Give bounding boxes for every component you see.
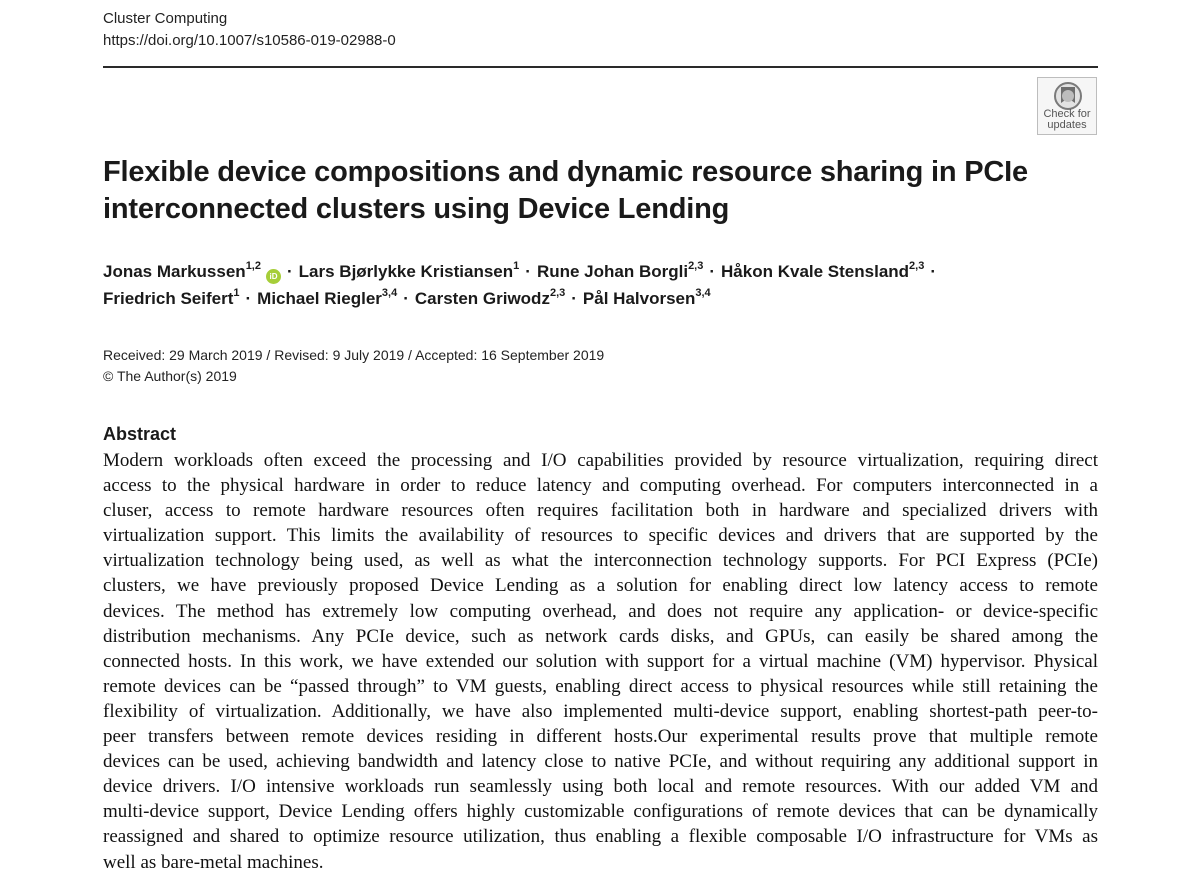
author-separator: ·	[245, 289, 252, 308]
author-separator: ·	[709, 262, 716, 281]
author-affiliation: 3,4	[381, 287, 398, 300]
abstract-line: access to the physical hardware in order to reduce latency and computing overhead. For computers interconnected in a	[103, 475, 1098, 497]
author-name[interactable]: Jonas Markussen	[103, 262, 246, 281]
author-affiliation: 3,4	[695, 287, 711, 300]
author-affiliation: 1,2	[245, 260, 261, 273]
abstract-line: peer transfers between remote devices residing in different hosts.Our experimental results prove that multiple remote	[103, 726, 1098, 748]
abstract-line: remote devices can be “passed through” to VM guests, enabling direct access to physical resources while still retaining the	[103, 675, 1098, 697]
check-for-updates-label	[1038, 109, 1096, 131]
publication-dates	[103, 345, 604, 387]
doi-link[interactable]: https://doi.org/10.1007/s10586-019-02988-0	[103, 32, 396, 49]
author-separator: ·	[525, 262, 531, 281]
author-separator: ·	[930, 262, 937, 281]
author-separator: ·	[571, 289, 577, 308]
paper-title	[103, 154, 1093, 228]
author-name[interactable]: Håkon Kvale Stensland	[721, 262, 910, 281]
orcid-icon[interactable]: iD	[266, 269, 281, 284]
abstract-line: devices can be used, achieving bandwidth and latency close to native PCIe, and without requiring any additional support in	[103, 751, 1098, 773]
abstract-line: device drivers. I/O intensive workloads run seamlessly using both local and remote resources. With our added VM and	[103, 776, 1098, 798]
author-name[interactable]: Carsten Griwodz	[414, 289, 550, 308]
abstract-line: clusters, we have previously proposed Device Lending as a solution for enabling direct low latency access to remote	[103, 575, 1098, 597]
abstract-line: flexibility of virtualization. Additionally, we have also implemented multi-device support, enabling shortest-path peer-to-	[103, 700, 1098, 722]
check-for-label: Check for	[1043, 108, 1091, 120]
abstract-line: cluser, access to remote hardware resources often requires facilitation both in hardware and specialized drivers with	[103, 500, 1098, 522]
received-revised-accepted: Received: 29 March 2019 / Revised: 9 July 2019 / Accepted: 16 September 2019	[103, 347, 605, 363]
abstract-line: devices. The method has extremely low computing overhead, and does not require any application- or device-specific	[103, 600, 1098, 622]
author-affiliation: 2,3	[909, 260, 925, 273]
abstract-line: well as bare-metal machines.	[103, 851, 324, 873]
author-name[interactable]: Pål Halvorsen	[582, 289, 696, 308]
author-separator: ·	[403, 289, 409, 308]
journal-header	[103, 8, 396, 52]
abstract-line: reassigned and shared to optimize resource utilization, thus enabling a flexible composable I/O infrastructure for VMs as	[103, 826, 1098, 848]
author-name[interactable]: Michael Riegler	[257, 289, 382, 308]
header-divider	[103, 66, 1098, 68]
author-separator: ·	[286, 262, 293, 281]
author-affiliation: 2,3	[688, 260, 704, 273]
abstract-heading: Abstract	[103, 424, 177, 444]
abstract-line: Modern workloads often exceed the processing and I/O capabilities provided by resource virtualization, requiring direct	[103, 450, 1098, 471]
title-line-2: interconnected clusters using Device Lending	[103, 193, 730, 225]
author-name[interactable]: Friedrich Seifert	[103, 289, 234, 308]
author-name[interactable]: Lars Bjørlykke Kristiansen	[298, 262, 514, 281]
updates-label: updates	[1047, 119, 1087, 131]
abstract-line: connected hosts. In this work, we have extended our solution with support for a virtual machine (VM) hypervisor. Physical	[103, 650, 1098, 672]
author-list	[103, 258, 1103, 312]
author-affiliation: 2,3	[549, 287, 566, 300]
abstract-line: multi-device support, Device Lending offers highly customizable configurations of remote devices that can be dynamically	[103, 801, 1098, 823]
title-line-1: Flexible device compositions and dynamic resource sharing in PCIe	[103, 156, 1028, 188]
abstract-line: virtualization support. This limits the availability of resources to specific devices and drivers that are supported by the	[103, 525, 1098, 547]
copyright-notice: © The Author(s) 2019	[103, 368, 237, 384]
abstract-text	[103, 448, 1098, 875]
check-for-updates-badge[interactable]	[1037, 77, 1097, 135]
author-name[interactable]: Rune Johan Borgli	[536, 262, 689, 281]
journal-name: Cluster Computing	[103, 10, 228, 27]
author-affiliation: 1	[233, 287, 240, 300]
abstract-line: virtualization technology being used, as well as what the interconnection technology supports. For PCI Express (PCIe)	[103, 550, 1098, 572]
author-affiliation: 1	[513, 260, 520, 273]
abstract-line: distribution mechanisms. Any PCIe device, such as network cards disks, and GPUs, can easily be shared among the	[103, 625, 1098, 647]
